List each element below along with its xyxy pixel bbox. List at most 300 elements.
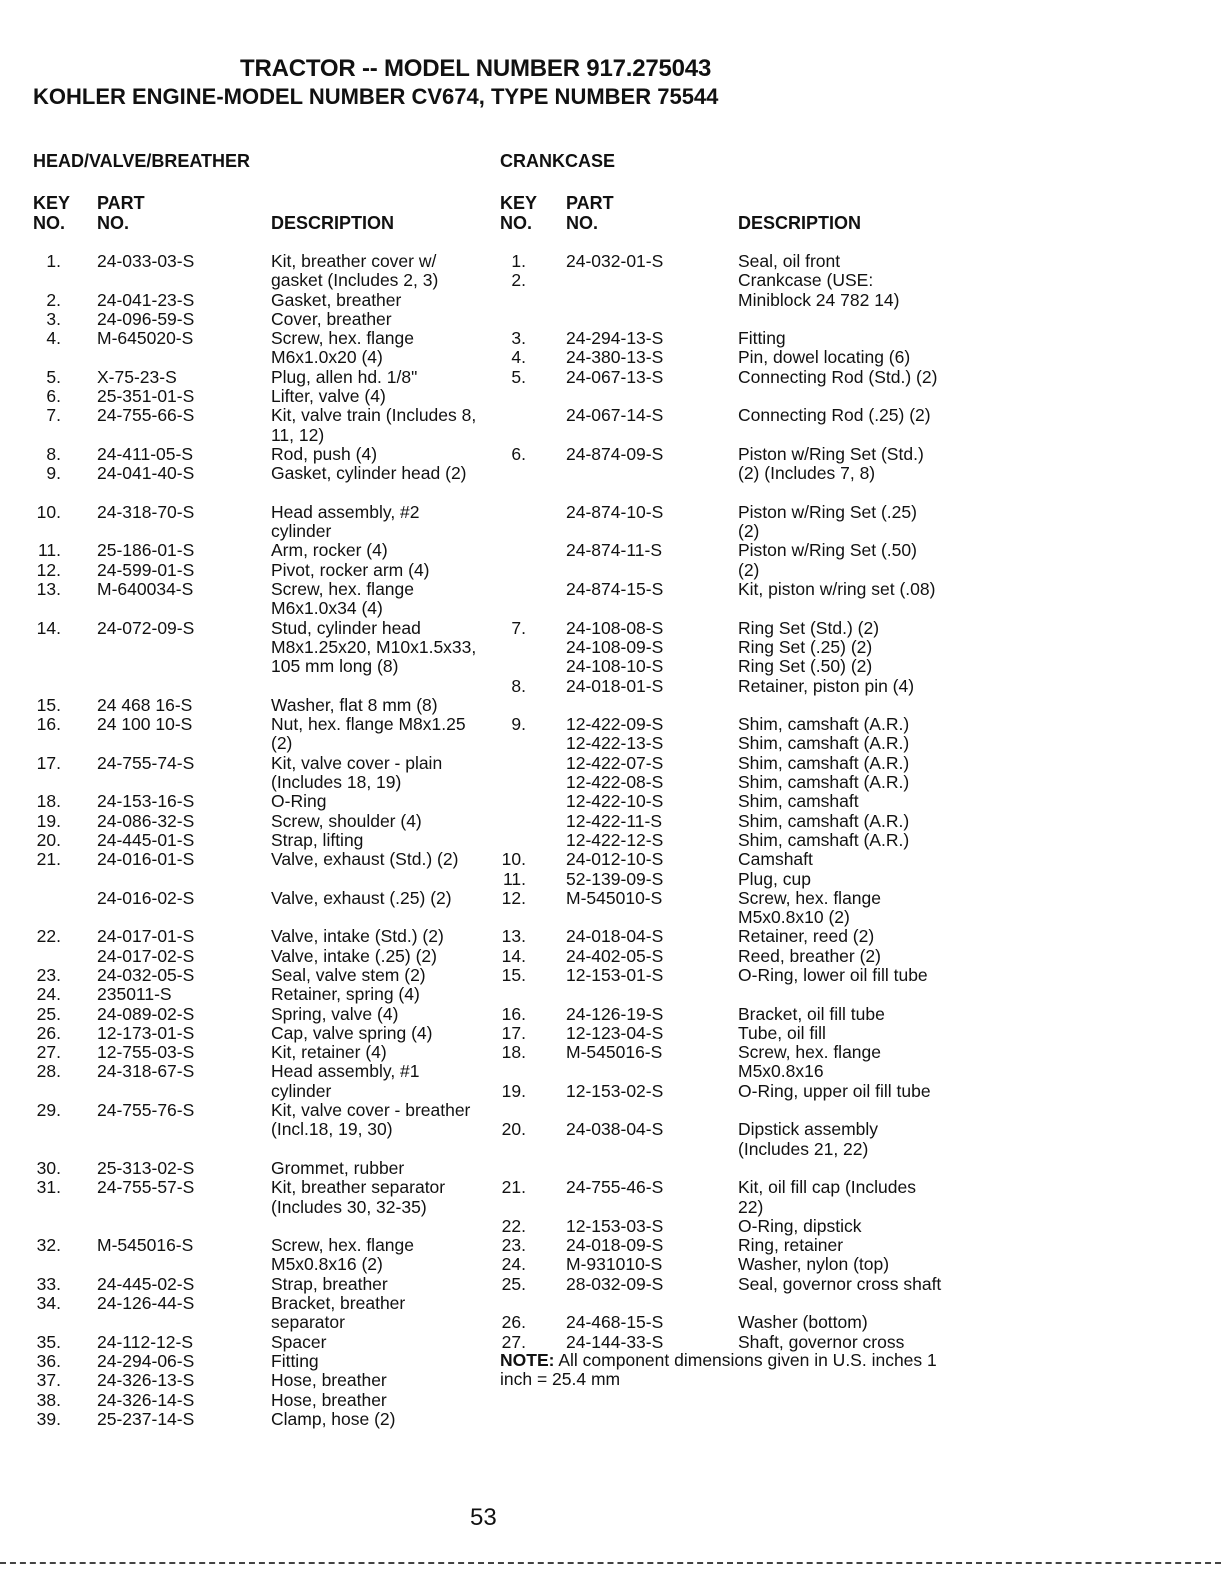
part-description: Rod, push (4) <box>271 443 378 464</box>
table-row <box>33 1294 483 1333</box>
table-row <box>500 1082 945 1121</box>
key-number: 3. <box>46 308 61 329</box>
part-number: 24-017-02-S <box>97 945 195 966</box>
table-row <box>500 792 945 811</box>
key-number: 24. <box>501 1254 526 1275</box>
part-description: Cap, valve spring (4) <box>271 1022 433 1043</box>
part-description: Valve, exhaust (.25) (2) <box>271 887 452 908</box>
table-row <box>500 966 945 1005</box>
table-row <box>33 831 483 850</box>
part-description: Bracket, oil fill tube <box>738 1003 885 1024</box>
note-text: All component dimensions given in U.S. inches 1 inch = 25.4 mm <box>500 1350 937 1390</box>
column-header-part <box>97 193 145 233</box>
table-row <box>33 1371 483 1390</box>
key-number: 39. <box>36 1408 61 1429</box>
part-number: 24 100 10-S <box>97 714 193 735</box>
part-number: M-645020-S <box>97 328 194 349</box>
table-row <box>33 812 483 831</box>
table-row <box>500 252 945 271</box>
part-description: Seal, oil front <box>738 251 841 271</box>
part-description: Grommet, rubber <box>271 1157 405 1178</box>
table-row <box>33 947 483 966</box>
part-description: O-Ring, upper oil fill tube <box>738 1080 931 1101</box>
table-row <box>500 541 945 580</box>
key-number: 15. <box>501 964 526 985</box>
part-description: Piston w/Ring Set (Std.) (2) (Includes 7, 8) <box>738 443 924 484</box>
part-number: 12-153-03-S <box>566 1215 664 1236</box>
part-description: Kit, oil fill cap (Includes 22) <box>738 1177 916 1217</box>
part-description: Washer, nylon (top) <box>738 1254 890 1275</box>
part-description: Shim, camshaft (A.R.) <box>738 714 910 735</box>
part-description: Kit, piston w/ring set (.08) <box>738 579 936 600</box>
table-row <box>33 1159 483 1178</box>
key-number: 13. <box>501 926 526 947</box>
part-number: 235011-S <box>97 984 172 1005</box>
part-description: Ring Set (Std.) (2) <box>738 617 880 638</box>
part-number: 24-018-01-S <box>566 675 664 696</box>
part-description: Kit, valve cover - breather (Incl.18, 19, 30) <box>271 1100 471 1140</box>
column-header-description: DESCRIPTION <box>738 213 862 233</box>
part-number: 24-072-09-S <box>97 617 195 638</box>
key-number: 33. <box>36 1273 61 1294</box>
part-number: 24-032-01-S <box>566 251 664 271</box>
part-number: 25-186-01-S <box>97 540 195 561</box>
key-number: 22. <box>501 1215 526 1236</box>
part-description: Kit, valve cover - plain (Includes 18, 19) <box>271 752 443 793</box>
column-header-key-line2: NO. <box>33 213 66 233</box>
table-row <box>33 1352 483 1371</box>
part-description: O-Ring, lower oil fill tube <box>738 964 928 985</box>
key-number: 10. <box>501 849 526 870</box>
key-number: 21. <box>36 849 61 870</box>
part-description: Dipstick assembly (Includes 21, 22) <box>738 1119 879 1159</box>
key-number: 4. <box>511 347 526 368</box>
part-description: Shim, camshaft (A.R.) <box>738 772 910 793</box>
part-number: 24-017-01-S <box>97 926 195 947</box>
key-number: 2. <box>511 270 526 291</box>
part-number: 24-033-03-S <box>97 251 195 271</box>
part-number: 12-123-04-S <box>566 1022 664 1043</box>
key-number: 34. <box>36 1293 61 1314</box>
part-description: Clamp, hose (2) <box>271 1408 396 1429</box>
key-number: 12. <box>36 559 61 580</box>
key-number: 36. <box>36 1350 61 1371</box>
table-row <box>33 503 483 542</box>
part-number: 24-318-67-S <box>97 1061 195 1082</box>
part-description: O-Ring <box>271 791 327 812</box>
table-row <box>33 1005 483 1024</box>
table-row <box>500 1178 945 1217</box>
table-row <box>500 715 945 734</box>
key-number: 25. <box>36 1003 61 1024</box>
part-description: Screw, hex. flange M6x1.0x20 (4) <box>271 328 414 368</box>
key-number: 7. <box>46 405 61 426</box>
part-number: 24-874-11-S <box>566 540 662 561</box>
key-number: 8. <box>46 443 61 464</box>
key-number: 23. <box>36 964 61 985</box>
part-number: 24 468 16-S <box>97 694 193 715</box>
table-row <box>33 329 483 368</box>
table-row <box>500 348 945 367</box>
key-number: 16. <box>501 1003 526 1024</box>
part-number: 25-351-01-S <box>97 386 195 407</box>
table-row <box>500 1043 945 1082</box>
table-row <box>33 445 483 464</box>
part-description: Screw, shoulder (4) <box>271 810 422 831</box>
part-description: Shaft, governor cross <box>738 1331 905 1352</box>
part-description: Pivot, rocker arm (4) <box>271 559 430 580</box>
part-number: 24-755-74-S <box>97 752 195 773</box>
part-description: Bracket, breather separator <box>271 1293 406 1333</box>
part-number: 24-144-33-S <box>566 1331 664 1352</box>
key-number: 14. <box>36 617 61 638</box>
key-number: 19. <box>501 1080 526 1101</box>
table-row <box>33 368 483 387</box>
key-number: 20. <box>501 1119 526 1140</box>
key-number: 27. <box>501 1331 526 1352</box>
part-description: Spacer <box>271 1331 327 1352</box>
part-description: Shim, camshaft (A.R.) <box>738 733 910 754</box>
part-number: 52-139-09-S <box>566 868 664 889</box>
key-number: 1. <box>46 251 61 271</box>
table-row <box>500 870 945 889</box>
key-number: 6. <box>46 386 61 407</box>
table-row <box>500 754 945 773</box>
part-number: 24-294-06-S <box>97 1350 195 1371</box>
part-description: Strap, breather <box>271 1273 388 1294</box>
part-description: Fitting <box>738 328 786 349</box>
part-number: 24-755-76-S <box>97 1100 195 1121</box>
part-description: Connecting Rod (Std.) (2) <box>738 366 938 387</box>
part-description: Connecting Rod (.25) (2) <box>738 405 931 426</box>
part-number: 24-402-05-S <box>566 945 664 966</box>
key-number: 31. <box>36 1177 61 1198</box>
table-row <box>33 619 483 696</box>
column-header-part <box>566 193 614 233</box>
table-row <box>500 445 945 503</box>
table-row <box>500 947 945 966</box>
table-row <box>500 329 945 348</box>
table-row <box>33 927 483 946</box>
table-row <box>33 561 483 580</box>
section-heading-crankcase: CRANKCASE <box>500 151 616 171</box>
part-description: Kit, breather separator (Includes 30, 32-35) <box>271 1177 446 1217</box>
key-number: 29. <box>36 1100 61 1121</box>
part-description: Spring, valve (4) <box>271 1003 399 1024</box>
part-number: 12-153-01-S <box>566 964 664 985</box>
table-row <box>33 1236 483 1275</box>
part-description: Gasket, cylinder head (2) <box>271 463 467 484</box>
table-row <box>500 677 945 716</box>
table-row <box>33 1391 483 1410</box>
part-number: 12-422-08-S <box>566 772 664 793</box>
part-number: 24-126-19-S <box>566 1003 664 1024</box>
key-number: 10. <box>36 501 61 522</box>
table-row <box>500 889 945 928</box>
part-number: 25-313-02-S <box>97 1157 195 1178</box>
key-number: 12. <box>501 887 526 908</box>
note-label: NOTE: <box>500 1350 555 1370</box>
part-number: 24-096-59-S <box>97 308 195 329</box>
column-header-key <box>500 193 537 233</box>
table-row <box>500 1275 945 1314</box>
table-row <box>33 464 483 503</box>
table-row <box>33 1178 483 1236</box>
part-description: Arm, rocker (4) <box>271 540 388 561</box>
part-description: Valve, intake (Std.) (2) <box>271 926 444 947</box>
part-description: Hose, breather <box>271 1370 387 1391</box>
key-number: 3. <box>511 328 526 349</box>
part-number: 24-032-05-S <box>97 964 195 985</box>
table-row <box>500 1024 945 1043</box>
table-row <box>33 985 483 1004</box>
table-row <box>33 541 483 560</box>
table-row <box>500 1005 945 1024</box>
key-number: 17. <box>501 1022 526 1043</box>
key-number: 4. <box>46 328 61 349</box>
part-description: Nut, hex. flange M8x1.25 (2) <box>271 714 466 754</box>
part-number: 24-755-46-S <box>566 1177 664 1198</box>
part-number: 28-032-09-S <box>566 1273 664 1294</box>
table-row <box>33 850 483 889</box>
table-row <box>33 387 483 406</box>
part-description: Crankcase (USE: Miniblock 24 782 14) <box>738 270 900 310</box>
part-description: Camshaft <box>738 849 813 870</box>
part-description: Ring, retainer <box>738 1235 844 1256</box>
part-description: Valve, exhaust (Std.) (2) <box>271 849 459 870</box>
part-number: 12-422-10-S <box>566 791 664 812</box>
part-number: 12-153-02-S <box>566 1080 664 1101</box>
key-number: 9. <box>46 463 61 484</box>
table-row <box>33 889 483 928</box>
key-number: 26. <box>501 1312 526 1333</box>
part-number: 24-089-02-S <box>97 1003 195 1024</box>
part-number: 24-755-57-S <box>97 1177 195 1198</box>
part-description: Seal, governor cross shaft <box>738 1273 942 1294</box>
part-description: Piston w/Ring Set (.50) (2) <box>738 540 917 580</box>
part-description: Plug, allen hd. 1/8" <box>271 366 418 387</box>
page-title: TRACTOR -- MODEL NUMBER 917.275043 <box>240 55 712 82</box>
part-description: Plug, cup <box>738 868 811 889</box>
table-row <box>500 850 945 869</box>
key-number: 19. <box>36 810 61 831</box>
table-row <box>500 638 945 657</box>
part-number: 24-108-09-S <box>566 636 664 657</box>
table-row <box>33 291 483 310</box>
part-description: Stud, cylinder head M8x1.25x20, M10x1.5x33, 105 mm long (8) <box>271 617 477 677</box>
section-heading-head-valve-breather: HEAD/VALVE/BREATHER <box>33 151 251 171</box>
table-row <box>33 792 483 811</box>
table-row <box>500 406 945 445</box>
table-row <box>500 503 945 542</box>
key-number: 32. <box>36 1235 61 1256</box>
part-description: Washer, flat 8 mm (8) <box>271 694 438 715</box>
table-row <box>500 831 945 850</box>
column-header-key <box>33 193 70 233</box>
part-description: Shim, camshaft (A.R.) <box>738 810 910 831</box>
part-number: 24-108-10-S <box>566 656 664 677</box>
part-number: 24-016-01-S <box>97 849 195 870</box>
table-row <box>33 754 483 793</box>
key-number: 21. <box>501 1177 526 1198</box>
table-row <box>500 368 945 407</box>
part-number: 24-326-13-S <box>97 1370 195 1391</box>
part-number: 24-380-13-S <box>566 347 664 368</box>
table-row <box>500 1217 945 1236</box>
part-number: M-545016-S <box>566 1042 663 1063</box>
table-row <box>500 580 945 619</box>
part-description: Retainer, piston pin (4) <box>738 675 915 696</box>
key-number: 11. <box>502 868 526 889</box>
page-subtitle: KOHLER ENGINE-MODEL NUMBER CV674, TYPE NUMBER 75544 <box>33 84 719 109</box>
part-number: 12-755-03-S <box>97 1042 195 1063</box>
part-number: 24-599-01-S <box>97 559 195 580</box>
table-row <box>500 1120 945 1178</box>
part-description: Lifter, valve (4) <box>271 386 386 407</box>
key-number: 16. <box>36 714 61 735</box>
key-number: 22. <box>36 926 61 947</box>
part-description: Pin, dowel locating (6) <box>738 347 911 368</box>
table-row <box>500 812 945 831</box>
part-description: Strap, lifting <box>271 829 364 850</box>
part-number: 12-422-09-S <box>566 714 664 735</box>
part-description: Seal, valve stem (2) <box>271 964 426 985</box>
part-description: Ring Set (.25) (2) <box>738 636 873 657</box>
table-row <box>33 1062 483 1101</box>
table-row <box>33 1275 483 1294</box>
part-number: 24-018-04-S <box>566 926 664 947</box>
key-number: 23. <box>501 1235 526 1256</box>
part-description: Hose, breather <box>271 1389 387 1410</box>
key-number: 17. <box>36 752 61 773</box>
part-number: M-545016-S <box>97 1235 194 1256</box>
column-header-key-line2: NO. <box>500 213 533 233</box>
part-number: 25-237-14-S <box>97 1408 195 1429</box>
part-number: M-931010-S <box>566 1254 663 1275</box>
part-number: 24-086-32-S <box>97 810 195 831</box>
part-description: Screw, hex. flange M5x0.8x16 (2) <box>271 1235 414 1275</box>
column-header-part-line1: PART <box>566 193 614 213</box>
table-row <box>500 657 945 676</box>
key-number: 30. <box>36 1157 61 1178</box>
column-header-key-line1: KEY <box>500 193 538 213</box>
table-row <box>33 1024 483 1043</box>
table-row <box>33 1043 483 1062</box>
part-number: 24-468-15-S <box>566 1312 664 1333</box>
part-description: Gasket, breather <box>271 289 402 310</box>
part-number: 24-012-10-S <box>566 849 664 870</box>
key-number: 2. <box>46 289 61 310</box>
part-number: 24-067-14-S <box>566 405 664 426</box>
table-row <box>33 966 483 985</box>
part-description: Head assembly, #1 cylinder <box>271 1061 420 1101</box>
part-description: Ring Set (.50) (2) <box>738 656 873 677</box>
part-description: Shim, camshaft (A.R.) <box>738 829 910 850</box>
part-description: O-Ring, dipstick <box>738 1215 862 1236</box>
part-description: Kit, breather cover w/ gasket (Includes 2, 3) <box>271 251 439 291</box>
key-number: 9. <box>511 714 526 735</box>
key-number: 14. <box>501 945 526 966</box>
table-row <box>500 1313 945 1332</box>
table-row <box>33 1333 483 1352</box>
part-number: 12-173-01-S <box>97 1022 195 1043</box>
part-description: Cover, breather <box>271 308 392 329</box>
key-number: 5. <box>511 366 526 387</box>
part-description: Shim, camshaft (A.R.) <box>738 752 910 773</box>
part-number: 24-016-02-S <box>97 887 195 908</box>
table-row <box>33 252 483 291</box>
part-description: Head assembly, #2 cylinder <box>271 501 420 542</box>
column-header-key-line1: KEY <box>33 193 71 213</box>
table-row <box>33 580 483 619</box>
part-description: Piston w/Ring Set (.25) (2) <box>738 501 917 542</box>
table-row <box>33 1101 483 1159</box>
part-number: 24-153-16-S <box>97 791 195 812</box>
key-number: 6. <box>511 443 526 464</box>
part-number: M-545010-S <box>566 887 663 908</box>
parts-list-head-valve-breather <box>33 252 483 1429</box>
part-number: 24-755-66-S <box>97 405 195 426</box>
dimensions-note <box>500 1351 940 1390</box>
key-number: 1. <box>511 251 526 271</box>
part-number: 24-874-10-S <box>566 501 664 522</box>
table-row <box>33 696 483 715</box>
part-number: 12-422-11-S <box>566 810 662 831</box>
table-row <box>33 310 483 329</box>
key-number: 27. <box>36 1042 61 1063</box>
part-description: Kit, valve train (Includes 8, 11, 12) <box>271 405 477 445</box>
part-number: 12-422-12-S <box>566 829 664 850</box>
part-description: Screw, hex. flange M6x1.0x34 (4) <box>271 579 414 619</box>
page-number: 53 <box>470 1504 497 1531</box>
key-number: 11. <box>37 540 61 561</box>
part-number: 24-126-44-S <box>97 1293 195 1314</box>
part-number: 24-326-14-S <box>97 1389 195 1410</box>
part-number: 24-294-13-S <box>566 328 664 349</box>
part-number: 24-874-09-S <box>566 443 664 464</box>
part-description: Retainer, spring (4) <box>271 984 420 1005</box>
part-description: Retainer, reed (2) <box>738 926 875 947</box>
key-number: 15. <box>36 694 61 715</box>
key-number: 8. <box>511 675 526 696</box>
part-number: 24-112-12-S <box>97 1331 193 1352</box>
key-number: 5. <box>46 366 61 387</box>
part-number: 24-108-08-S <box>566 617 664 638</box>
part-number: 24-318-70-S <box>97 501 195 522</box>
part-description: Fitting <box>271 1350 319 1371</box>
column-header-part-line1: PART <box>97 193 145 213</box>
part-number: 24-067-13-S <box>566 366 664 387</box>
part-description: Washer (bottom) <box>738 1312 868 1333</box>
key-number: 28. <box>36 1061 61 1082</box>
table-row <box>33 715 483 754</box>
table-row <box>33 1410 483 1429</box>
bottom-divider <box>0 1562 1221 1564</box>
part-description: Kit, retainer (4) <box>271 1042 387 1063</box>
part-number: 24-445-01-S <box>97 829 195 850</box>
part-description: Shim, camshaft <box>738 791 859 812</box>
table-row <box>500 1255 945 1274</box>
table-row <box>500 619 945 638</box>
part-description: Screw, hex. flange M5x0.8x16 <box>738 1042 881 1082</box>
part-description: Screw, hex. flange M5x0.8x10 (2) <box>738 887 881 928</box>
part-number: 12-422-07-S <box>566 752 664 773</box>
part-number: M-640034-S <box>97 579 194 600</box>
key-number: 7. <box>511 617 526 638</box>
table-row <box>500 734 945 753</box>
part-description: Tube, oil fill <box>738 1022 826 1043</box>
table-row <box>500 927 945 946</box>
